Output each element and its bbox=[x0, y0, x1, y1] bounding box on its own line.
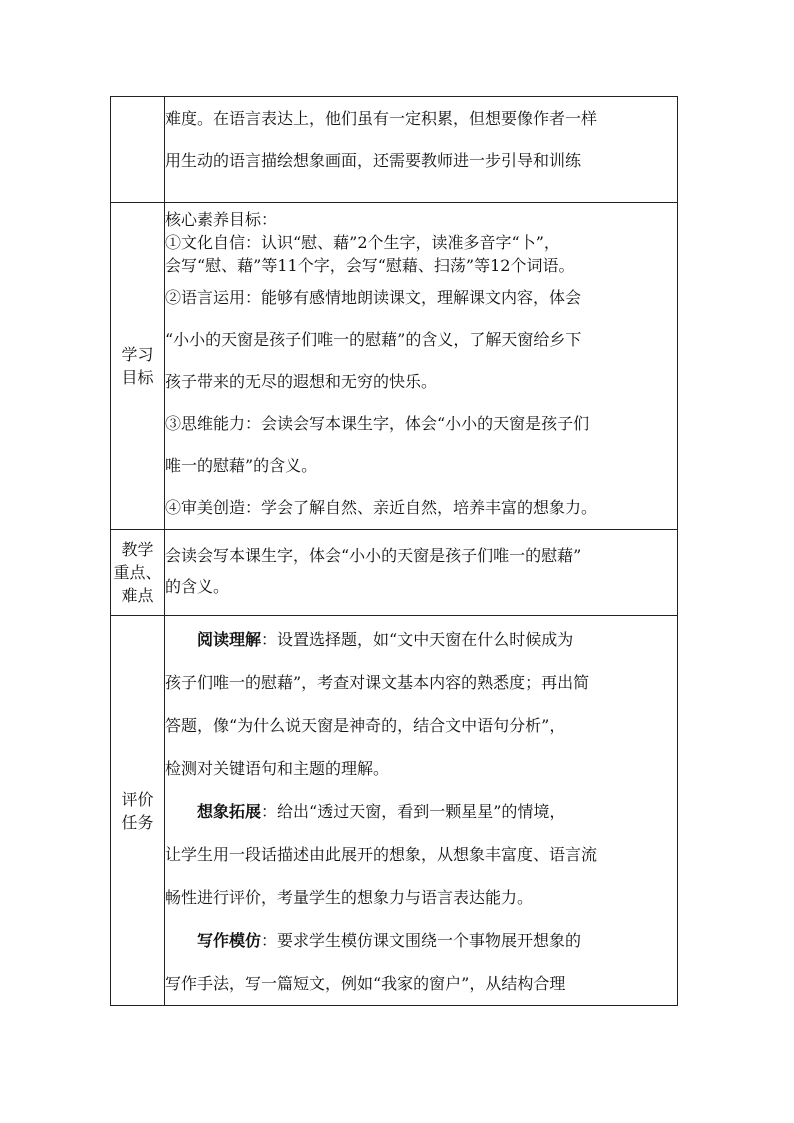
text-line: 畅性进行评价，考量学生的想象力与语言表达能力。 bbox=[165, 888, 534, 907]
lesson-plan-table bbox=[110, 96, 678, 1006]
assessment-cell bbox=[165, 616, 678, 1006]
text-line: 唯一的慰藉”的含义。 bbox=[165, 456, 318, 475]
text-line: 会写“慰、藉”等11个字，会写“慰藉、扫荡”等12个词语。 bbox=[165, 256, 575, 275]
text-line: ②语言运用：能够有感情地朗读课文，理解课文内容，体会 bbox=[165, 288, 582, 307]
assessment-paragraph-writing: 写作模仿：要求学生模仿课文围绕一个事物展开想象的 bbox=[197, 931, 582, 950]
text-line: 核心素养目标： bbox=[165, 210, 278, 229]
table-row bbox=[111, 530, 678, 616]
table-row bbox=[111, 203, 678, 530]
learning-goals-cell bbox=[165, 203, 678, 530]
text-line: 会读会写本课生字，体会“小小的天窗是孩子们唯一的慰藉” bbox=[165, 546, 582, 565]
text-line: “小小的天窗是孩子们唯一的慰藉”的含义，了解天窗给乡下 bbox=[165, 330, 582, 349]
learning-analysis-cell bbox=[165, 97, 678, 203]
text-line: 让学生用一段话描述由此展开的想象，从想象丰富度、语言流 bbox=[165, 845, 598, 864]
text-line: ③思维能力：会读会写本课生字，体会“小小的天窗是孩子们 bbox=[165, 414, 590, 433]
paragraph-heading: 想象拓展 bbox=[197, 802, 262, 821]
text-line: 用生动的语言描绘想象画面，还需要教师进一步引导和训练 bbox=[165, 151, 582, 170]
paragraph-heading: 阅读理解 bbox=[197, 630, 262, 649]
text-line: 的含义。 bbox=[165, 577, 230, 596]
table-row bbox=[111, 616, 678, 1006]
assessment-paragraph-imagination: 想象拓展：给出“透过天窗，看到一颗星星”的情境， bbox=[197, 802, 566, 821]
paragraph-heading: 写作模仿 bbox=[197, 931, 262, 950]
text-line: 难度。在语言表达上，他们虽有一定积累，但想要像作者一样 bbox=[165, 109, 598, 128]
text-line: 写作手法，写一篇短文，例如“我家的窗户”，从结构合理 bbox=[165, 974, 566, 993]
text-line: 孩子们唯一的慰藉”，考查对课文基本内容的熟悉度；再出简 bbox=[165, 673, 590, 692]
text-line: ④审美创造：学会了解自然、亲近自然，培养丰富的想象力。 bbox=[165, 498, 598, 517]
row-label-assessment: 评价 任务 bbox=[111, 616, 165, 1006]
text-line: 答题，像“为什么说天窗是神奇的，结合文中语句分析”， bbox=[165, 716, 566, 735]
text-line: 孩子带来的无尽的遐想和无穷的快乐。 bbox=[165, 372, 438, 391]
key-points-cell bbox=[165, 530, 678, 616]
row-label-empty bbox=[111, 97, 165, 203]
row-label-learning-goals: 学习 目标 bbox=[111, 203, 165, 530]
assessment-paragraph-reading: 阅读理解：设置选择题，如“文中天窗在什么时候成为 bbox=[197, 630, 574, 649]
text-line: ①文化自信：认识“慰、藉”2个生字，读准多音字“卜”， bbox=[165, 233, 560, 252]
row-label-key-points: 教学 重点、 难点 bbox=[111, 530, 165, 616]
table-row bbox=[111, 97, 678, 203]
text-line: 检测对关键语句和主题的理解。 bbox=[165, 759, 390, 778]
